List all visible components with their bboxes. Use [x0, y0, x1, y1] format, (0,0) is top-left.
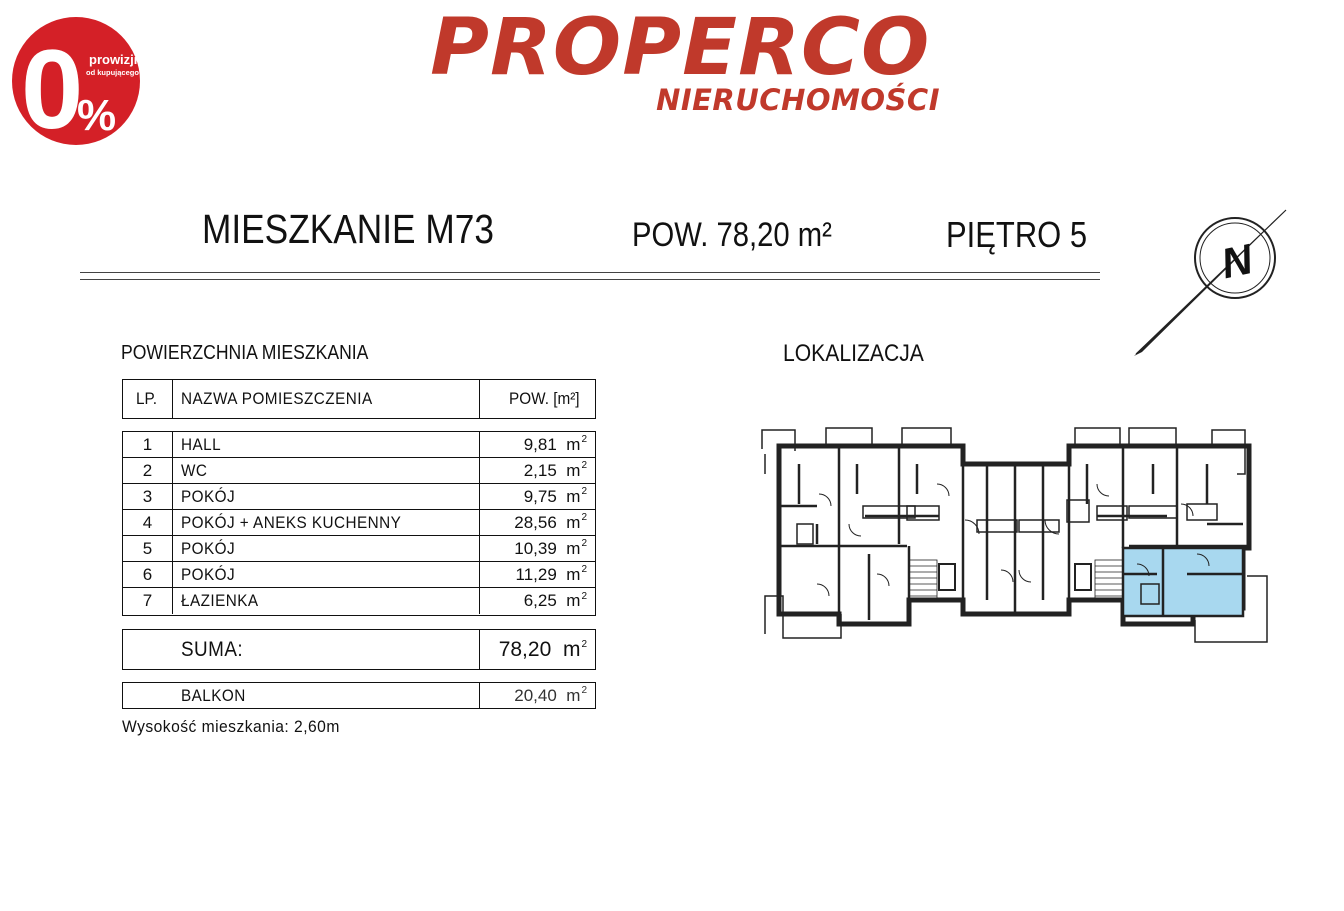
room-row: [123, 536, 595, 562]
highlighted-apartment: [1123, 548, 1243, 616]
room-area: 9,75 m $^2$: [523, 486, 587, 506]
room-area: 2,15 m $^2$: [523, 460, 587, 480]
zero-commission-badge: [11, 16, 141, 146]
room-area: 6,25 m $^2$: [523, 590, 587, 610]
room-lp: 3: [123, 484, 173, 509]
room-lp: 6: [123, 562, 173, 587]
area-title: POW. 78,20 m²: [632, 216, 832, 254]
badge-line2: od kupującego: [86, 68, 139, 77]
balcony-area: 20,40 m $^2$: [514, 685, 587, 705]
rooms-table: [122, 431, 596, 616]
brand-logo: PROPERCO: [430, 3, 931, 93]
sum-row: [122, 629, 596, 670]
room-name: WC: [173, 458, 480, 483]
room-row: [123, 484, 595, 510]
balcony-label: BALKON: [173, 683, 480, 708]
compass-north-label: N: [1217, 235, 1257, 288]
header-area: POW. [m²]: [508, 389, 580, 408]
balcony-row: [122, 682, 596, 709]
header-name: NAZWA POMIESZCZENIA: [173, 380, 480, 418]
room-row: [123, 432, 595, 458]
header-lp: LP.: [123, 380, 173, 418]
north-arrow-icon: [1132, 206, 1292, 358]
location-heading: LOKALIZACJA: [783, 340, 924, 367]
sum-area: 78,20 m $^2$: [498, 637, 587, 661]
room-name: POKÓJ: [173, 536, 480, 561]
title-rule-bottom: [80, 279, 1100, 280]
room-lp: 5: [123, 536, 173, 561]
badge-percent: %: [77, 91, 117, 140]
room-area: 28,56 m $^2$: [514, 512, 587, 532]
apartment-title: MIESZKANIE M73: [202, 206, 494, 252]
sum-label: SUMA:: [173, 630, 480, 669]
floor-title: PIĘTRO 5: [946, 214, 1088, 255]
rooms-table-header: [122, 379, 596, 419]
room-area: 11,29 m $^2$: [515, 564, 587, 584]
badge-zero: 0: [21, 27, 84, 146]
badge-line1: prowizji: [89, 52, 138, 67]
room-name: HALL: [173, 432, 480, 457]
room-row: [123, 458, 595, 484]
room-area: 10,39 m $^2$: [514, 538, 587, 558]
room-lp: 4: [123, 510, 173, 535]
room-lp: 7: [123, 588, 173, 614]
floor-plan-location: [757, 424, 1277, 644]
room-lp: 1: [123, 432, 173, 457]
room-name: POKÓJ + ANEKS KUCHENNY: [173, 510, 480, 535]
room-name: POKÓJ: [173, 562, 480, 587]
room-row: [123, 562, 595, 588]
room-area: 9,81 m $^2$: [523, 434, 587, 454]
room-row: [123, 588, 595, 614]
area-section-heading: POWIERZCHNIA MIESZKANIA: [121, 342, 369, 364]
room-lp: 2: [123, 458, 173, 483]
title-rule-top: [80, 272, 1100, 273]
room-name: POKÓJ: [173, 484, 480, 509]
apartment-height-note: Wysokość mieszkania: 2,60m: [122, 717, 340, 736]
brand-subtitle: NIERUCHOMOŚCI: [656, 83, 940, 117]
room-name: ŁAZIENKA: [173, 588, 480, 614]
room-row: [123, 510, 595, 536]
